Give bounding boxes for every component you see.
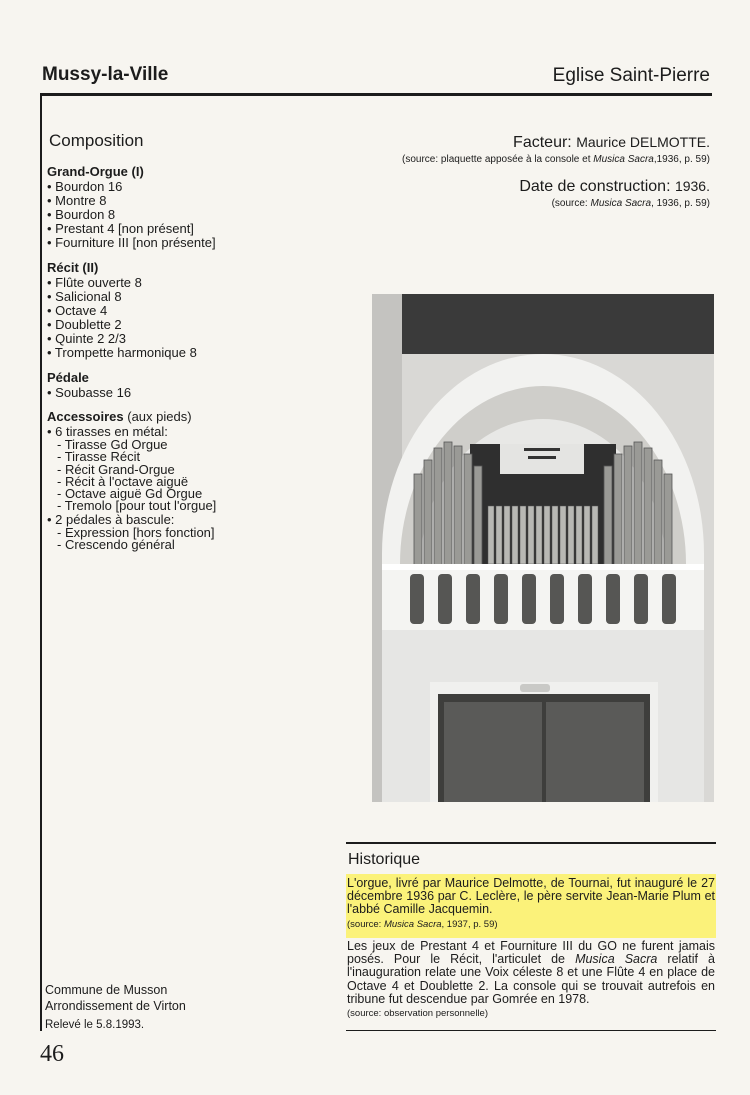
accessory-item: - Tremolo [pour tout l'orgue]: [57, 498, 217, 514]
accessory-item: - Crescendo général: [57, 537, 175, 553]
accessoires-section: [47, 410, 297, 551]
accessoires-heading: [47, 410, 297, 424]
construction-block: [519, 178, 710, 209]
builder-label: Facteur:: [513, 134, 577, 151]
accessory-group: • 6 tirasses en métal:: [47, 424, 168, 439]
stop-item: • Bourdon 8: [47, 207, 116, 222]
source-text: , 1937, p. 59): [441, 918, 498, 930]
stop-item: • Quinte 2 2/3: [47, 331, 126, 346]
accessory-item: - Tirasse Gd Orgue: [57, 437, 168, 452]
accessoires-heading-main: Accessoires: [47, 409, 124, 424]
page-number: 46: [40, 1041, 64, 1067]
stop-item: • Montre 8: [47, 193, 107, 208]
stop-item: • Octave 4: [47, 303, 108, 318]
pedale-heading: Pédale: [47, 370, 89, 385]
stop-item: • Doublette 2: [47, 317, 122, 332]
church-title: Eglise Saint-Pierre: [552, 65, 710, 86]
stop-item: • Prestant 4 [non présent]: [47, 221, 194, 236]
accessory-item: - Récit à l'octave aiguë: [57, 473, 189, 489]
releve-text: Relevé le 5.8.1993.: [45, 1019, 145, 1031]
source-italic: Musica Sacra: [593, 154, 654, 165]
side-rule: [40, 96, 42, 1031]
recit-heading: Récit (II): [47, 260, 99, 275]
history-text: Les jeux de Prestant 4 et Fourniture III du GO ne furent jamais posés. Pour le Récit, l'articulet de: [347, 939, 715, 967]
header-rule: [40, 93, 712, 96]
source-text: , 1936, p. 59): [651, 198, 710, 209]
construction-label: Date de construction:: [519, 178, 675, 195]
accessory-item: - Récit Grand-Orgue: [57, 461, 175, 477]
organ-photo: [372, 294, 714, 802]
history-text: L'orgue, livré par Maurice Delmotte, de Tournai, fut inauguré le 27 décembre 1936 par C. Leclère, le père servite Jean-Marie Plum et l'abbé Camille Jacquemin.: [347, 876, 715, 917]
source-italic: Musica Sacra: [383, 918, 442, 930]
history-source: [347, 919, 498, 930]
grand-orgue-section: [47, 165, 297, 250]
composition-title: Composition: [49, 131, 144, 150]
organ-photo-image: [372, 294, 714, 802]
builder-name: Maurice DELMOTTE.: [576, 134, 710, 150]
stop-item: • Flûte ouverte 8: [47, 275, 142, 290]
source-text: (source:: [347, 918, 384, 930]
construction-year: 1936.: [674, 178, 710, 194]
commune-text: Commune de Musson: [45, 983, 168, 997]
source-text: ,1936, p. 59): [653, 154, 710, 165]
construction-source: [519, 198, 710, 209]
history-source: (source: observation personnelle): [347, 1008, 488, 1020]
place-title: Mussy-la-Ville: [42, 64, 169, 85]
history-title: Historique: [348, 851, 421, 868]
pedale-section: [47, 371, 297, 400]
recit-section: [47, 261, 297, 360]
accessory-item: - Expression [hors fonction]: [57, 524, 215, 540]
history-paragraph-1: [347, 877, 715, 931]
accessory-item: - Tirasse Récit: [57, 449, 141, 465]
accessory-group: • 2 pédales à bascule:: [47, 511, 175, 527]
grand-orgue-heading: Grand-Orgue (I): [47, 164, 144, 179]
history-paragraph-2: [347, 940, 715, 1020]
builder-source: [402, 154, 710, 165]
stop-item: • Salicional 8: [47, 289, 122, 304]
accessoires-heading-sub: (aux pieds): [123, 409, 192, 424]
bottom-rule: [346, 1030, 716, 1031]
accessory-item: - Octave aiguë Gd Orgue: [57, 486, 203, 502]
stop-item: • Bourdon 16: [47, 179, 123, 194]
stop-item: • Soubasse 16: [47, 385, 132, 400]
source-text: (source:: [551, 198, 591, 209]
history-text-italic: Musica Sacra: [575, 952, 658, 967]
source-italic: Musica Sacra: [590, 198, 652, 209]
history-rule: [346, 842, 716, 844]
stop-item: • Trompette harmonique 8: [47, 345, 197, 360]
arrondissement-text: Arrondissement de Virton: [45, 999, 186, 1013]
history-text: relatif à l'inauguration relate une Voix céleste 8 et une Flûte 4 en place de Octave 4 et Doublette 2. La console qui se trouvait autrefois en tribune fut descendue par Gomrée en 1978.: [347, 952, 715, 1006]
builder-block: [402, 134, 710, 165]
source-text: (source: plaquette apposée à la console et: [402, 154, 594, 165]
stop-item: • Fourniture III [non présente]: [47, 235, 216, 250]
